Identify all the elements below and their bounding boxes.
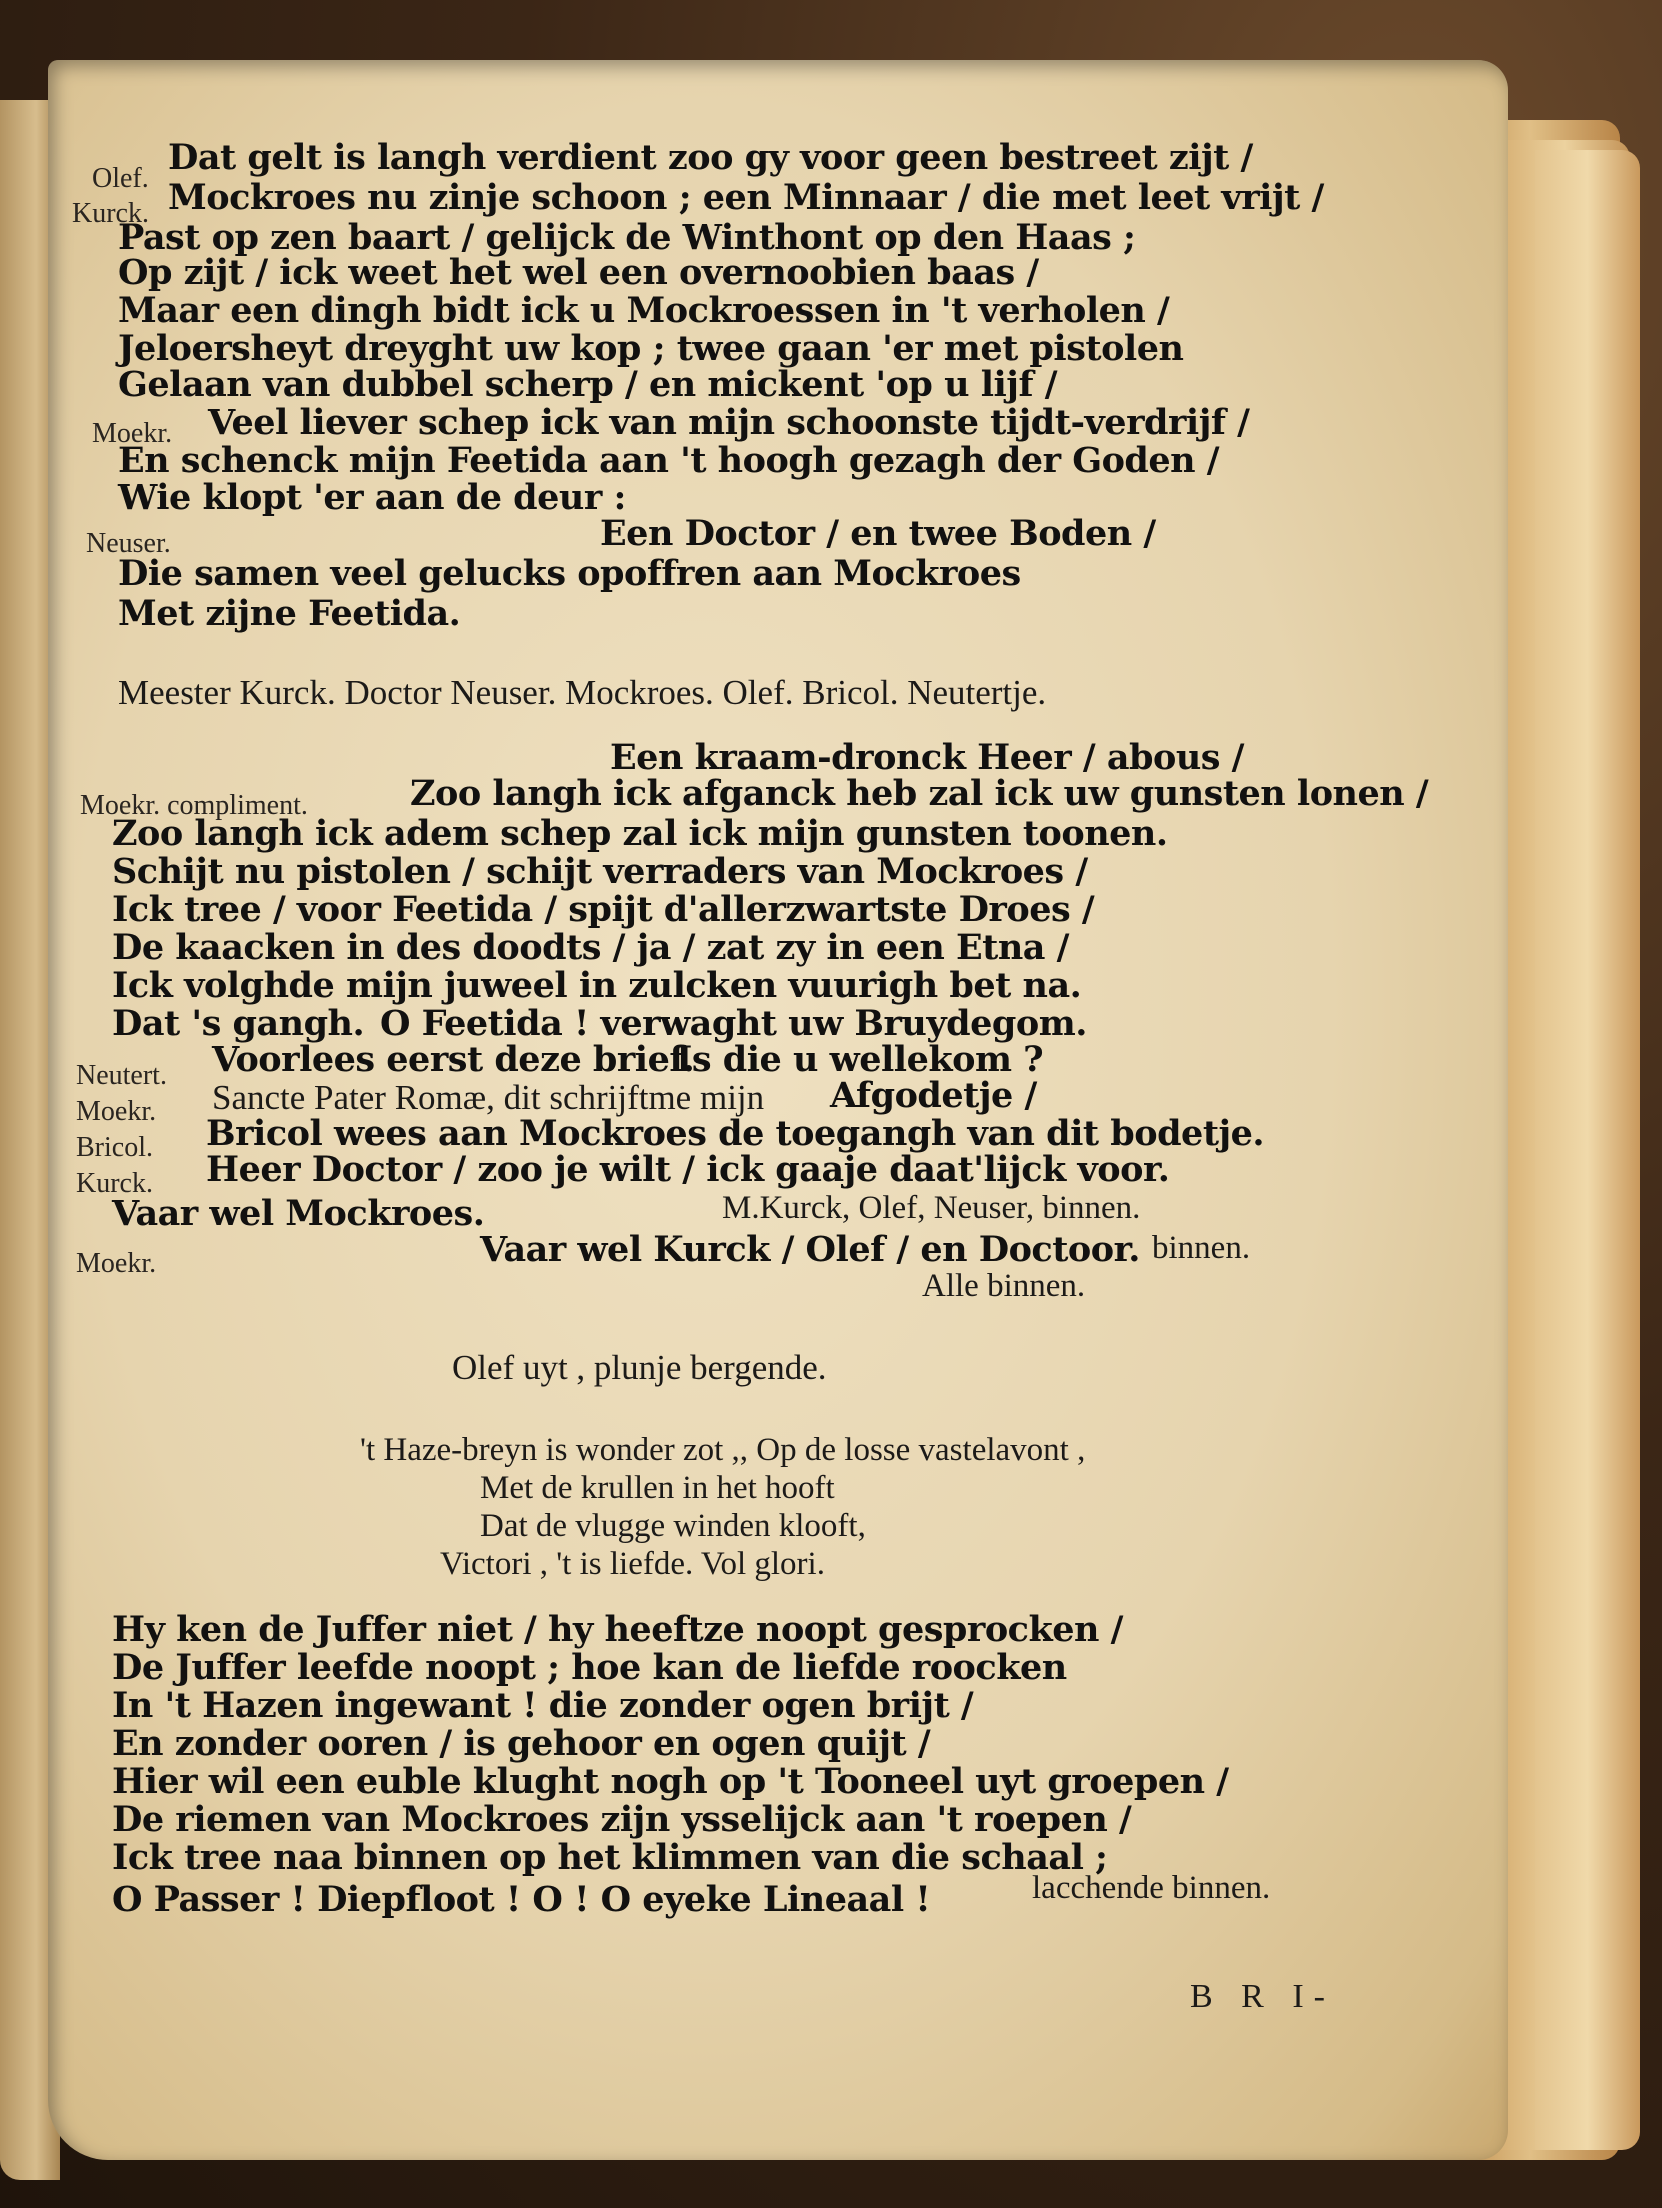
verse-line: Die samen veel gelucks opoffren aan Mockroes — [118, 553, 1021, 594]
verse-line: Vaar wel Kurck / Olef / en Doctoor. — [480, 1229, 1140, 1270]
verse-line: Een Doctor / en twee Boden / — [600, 513, 1156, 554]
speaker-label: Neuser. — [86, 528, 171, 559]
verse-line: In 't Hazen ingewant ! die zonder ogen brijt / — [112, 1685, 974, 1726]
verse-line: O Passer ! Diepfloot ! O ! O eyeke Lineaal ! — [112, 1879, 931, 1920]
speaker-label: Olef. — [92, 163, 149, 194]
verse-line: Maar een dingh bidt ick u Mockroessen in 't verholen / — [118, 290, 1170, 331]
stage-direction: M.Kurck, Olef, Neuser, binnen. — [722, 1190, 1141, 1226]
verse-line: Bricol wees aan Mockroes de toegangh van dit bodetje. — [206, 1113, 1265, 1154]
stage-direction: Alle binnen. — [922, 1268, 1086, 1304]
verse-line: Op zijt / ick weet het wel een overnoobien baas / — [118, 252, 1039, 293]
verse-line: O Feetida ! verwaght uw Bruydegom. — [380, 1003, 1087, 1044]
stage-direction: lacchende binnen. — [1032, 1870, 1271, 1906]
speaker-label: Moekr. — [76, 1096, 157, 1127]
verse-line: Zoo langh ick afganck heb zal ick uw gunsten lonen / — [410, 773, 1429, 814]
verse-line: Wie klopt 'er aan de deur : — [118, 477, 626, 518]
verse-line: Ick tree / voor Feetida / spijt d'allerzwartste Droes / — [112, 889, 1095, 930]
verse-line: De Juffer leefde noopt ; hoe kan de liefde roocken — [112, 1647, 1067, 1688]
verse-line: Mockroes nu zinje schoon ; een Minnaar / die met leet vrijt / — [168, 177, 1324, 218]
song-line: Met de krullen in het hooft — [480, 1470, 835, 1506]
verse-line: Vaar wel Mockroes. — [112, 1193, 485, 1234]
speaker-label: Kurck. — [72, 198, 149, 229]
verse-line: De kaacken in des doodts / ja / zat zy in een Etna / — [112, 927, 1069, 968]
speaker-label: Moekr. — [92, 418, 173, 449]
signature-mark: B R I- — [1190, 1978, 1335, 2015]
speaker-label: Moekr. compliment. — [80, 790, 308, 821]
song-line: Dat de vlugge winden klooft, — [480, 1508, 866, 1544]
song-line: 't Haze-breyn is wonder zot ,, Op de losse vastelavont , — [360, 1432, 1086, 1468]
scene-heading: Olef uyt , plunje bergende. — [452, 1348, 827, 1387]
verse-line: Ick tree naa binnen op het klimmen van die schaal ; — [112, 1837, 1108, 1878]
page-edges — [1535, 150, 1640, 2150]
verse-line: Ick volghde mijn juweel in zulcken vuurigh bet na. — [112, 965, 1082, 1006]
verse-line: Met zijne Feetida. — [118, 593, 461, 634]
verse-line: Schijt nu pistolen / schijt verraders van Mockroes / — [112, 851, 1088, 892]
verse-line: Afgodetje / — [830, 1075, 1037, 1116]
verse-line: Dat gelt is langh verdient zoo gy voor geen bestreet zijt / — [168, 137, 1253, 178]
cast-list: Meester Kurck. Doctor Neuser. Mockroes. Olef. Bricol. Neutertje. — [118, 673, 1047, 712]
verse-line: En zonder ooren / is gehoor en ogen quijt / — [112, 1723, 931, 1764]
verse-line: Is die u wellekom ? — [676, 1039, 1044, 1080]
verse-line: Veel liever schep ick van mijn schoonste tijdt-verdrijf / — [208, 402, 1250, 443]
speaker-label: Bricol. — [76, 1132, 153, 1163]
verse-line: Sancte Pater Romæ, dit schrijftme mijn — [212, 1078, 765, 1117]
stage-direction: binnen. — [1152, 1230, 1251, 1266]
verse-line: Hier wil een euble klught nogh op 't Tooneel uyt groepen / — [112, 1761, 1229, 1802]
verse-line: Hy ken de Juffer niet / hy heeftze noopt gesprocken / — [112, 1609, 1123, 1650]
verse-line: En schenck mijn Feetida aan 't hoogh gezagh der Goden / — [118, 440, 1220, 481]
speaker-label: Moekr. — [76, 1248, 157, 1279]
verse-line: De riemen van Mockroes zijn ysselijck aan 't roepen / — [112, 1799, 1132, 1840]
verse-line: Heer Doctor / zoo je wilt / ick gaaje daat'lijck voor. — [206, 1149, 1170, 1190]
verse-line: Voorlees eerst deze brief. — [212, 1039, 695, 1080]
speaker-label: Kurck. — [76, 1168, 153, 1199]
speaker-label: Neutert. — [76, 1060, 167, 1091]
verse-line: Gelaan van dubbel scherp / en mickent 'op u lijf / — [118, 364, 1057, 405]
verse-line: Past op zen baart / gelijck de Winthont op den Haas ; — [118, 217, 1136, 258]
verse-line: Een kraam-dronck Heer / abous / — [610, 737, 1244, 778]
song-line: Victori , 't is liefde. Vol glori. — [440, 1546, 825, 1582]
verse-line: Jeloersheyt dreyght uw kop ; twee gaan 'er met pistolen — [118, 328, 1184, 369]
verse-line: Dat 's gangh. — [112, 1003, 365, 1044]
verse-line: Zoo langh ick adem schep zal ick mijn gunsten toonen. — [112, 813, 1168, 854]
